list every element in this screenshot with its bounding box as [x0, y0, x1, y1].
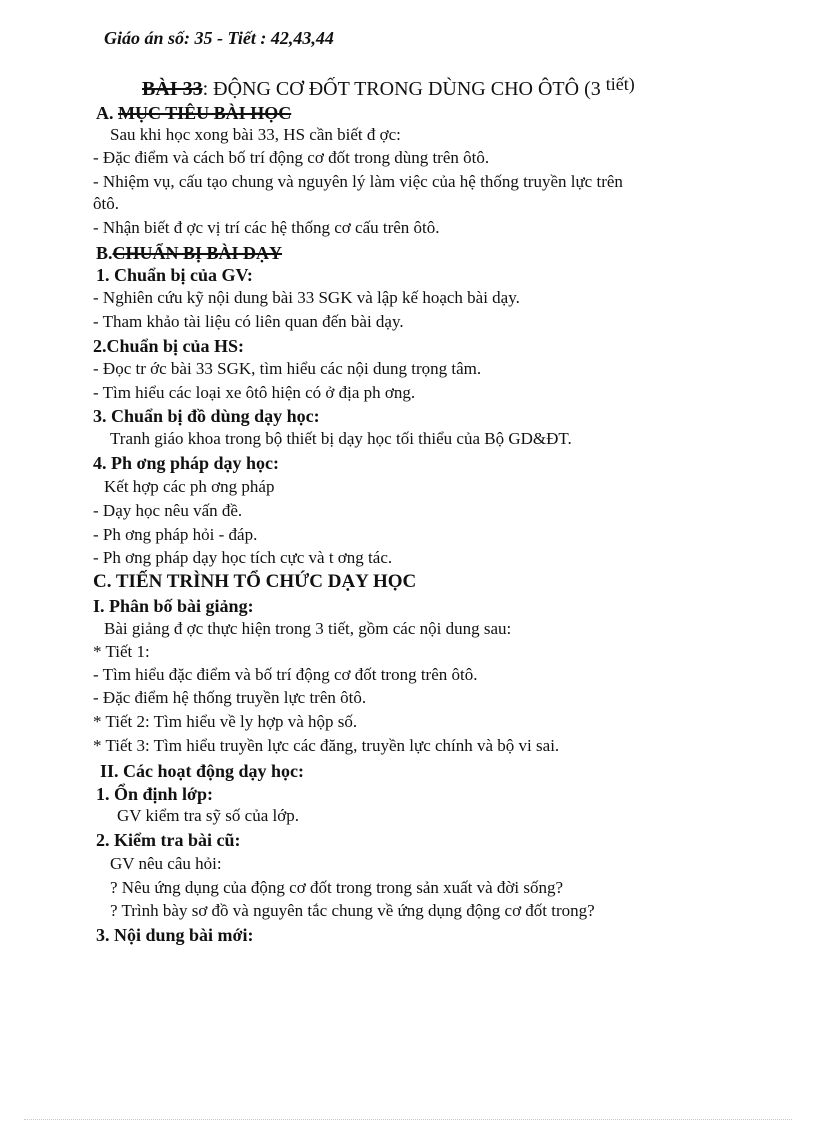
class-stabilize-title: Ổn định lớp: — [114, 784, 214, 804]
review-heading: 2. Kiểm tra bài cũ: — [96, 830, 241, 850]
class-stabilize-number: 1. — [96, 784, 110, 804]
section-a-letter: A. — [96, 103, 114, 123]
section-a-heading — [96, 102, 291, 124]
objective-line: ôtô. — [93, 194, 119, 213]
tools-prep-heading: 3. Chuẩn bị đồ dùng dạy học: — [93, 406, 320, 426]
review-question: ? Nêu ứng dụng của động cơ đốt trong trong sản xuất và đời sống? — [110, 878, 564, 897]
gv-prep-heading — [96, 264, 253, 286]
activities-number: II. — [100, 761, 119, 781]
gv-prep-line: - Nghiên cứu kỹ nội dung bài 33 SGK và lập kế hoạch bài dạy. — [93, 288, 520, 307]
objective-line: - Nhận biết đ ợc vị trí các hệ thống cơ cấu trên ôtô. — [93, 218, 440, 237]
section-b-letter: B. — [96, 243, 113, 263]
methods-line: Kết hợp các ph ơng pháp — [104, 477, 275, 496]
methods-line: - Ph ơng pháp hỏi - đáp. — [93, 525, 258, 544]
allocation-line: * Tiết 3: Tìm hiểu truyền lực các đăng, truyền lực chính và bộ vi sai. — [93, 736, 560, 755]
section-a-title: MỤC TIÊU BÀI HỌC — [118, 103, 292, 123]
allocation-line: Bài giảng đ ợc thực hiện trong 3 tiết, gồm các nội dung sau: — [104, 619, 512, 638]
allocation-number: I. — [93, 596, 105, 616]
review-question: ? Trình bày sơ đồ và nguyên tắc chung về ứng dụng động cơ đốt trong? — [110, 901, 595, 920]
lesson-title-text: : ĐỘNG CƠ ĐỐT TRONG DÙNG CHO ÔTÔ (3 — [202, 78, 601, 100]
gv-prep-line: - Tham khảo tài liệu có liên quan đến bài dạy. — [93, 312, 404, 331]
hs-prep-heading: 2.Chuẩn bị của HS: — [93, 336, 245, 356]
lesson-plan-header: Giáo án số: 35 - Tiết : 42,43,44 — [104, 28, 334, 48]
gv-prep-number: 1. — [96, 265, 110, 285]
allocation-heading — [93, 595, 254, 617]
objective-line: - Đặc điểm và cách bố trí động cơ đốt trong dùng trên ôtô. — [93, 148, 490, 167]
class-stabilize-heading — [96, 783, 213, 805]
tools-prep-line: Tranh giáo khoa trong bộ thiết bị dạy học tối thiểu của Bộ GD&ĐT. — [110, 429, 572, 448]
allocation-line: - Đặc điểm hệ thống truyền lực trên ôtô. — [93, 688, 367, 707]
methods-heading: 4. Ph ơng pháp dạy học: — [93, 453, 280, 473]
allocation-title: Phân bố bài giảng: — [109, 596, 254, 616]
page-bottom-rule — [24, 1119, 792, 1120]
section-b-heading — [96, 242, 282, 264]
methods-line: - Dạy học nêu vấn đề. — [93, 501, 243, 520]
allocation-line: - Tìm hiểu đặc điểm và bố trí động cơ đốt trong trên ôtô. — [93, 665, 478, 684]
allocation-line: * Tiết 1: — [93, 642, 150, 661]
review-line: GV nêu câu hỏi: — [110, 854, 222, 873]
section-c-heading: C. TIẾN TRÌNH TỔ CHỨC DẠY HỌC — [93, 571, 417, 592]
activities-title: Các hoạt động dạy học: — [123, 761, 305, 781]
objective-line: - Nhiệm vụ, cấu tạo chung và nguyên lý làm việc của hệ thống truyền lực trên — [93, 172, 623, 191]
methods-line: - Ph ơng pháp dạy học tích cực và t ơng tác. — [93, 548, 393, 567]
hs-prep-line: - Đọc tr ớc bài 33 SGK, tìm hiểu các nội dung trọng tâm. — [93, 359, 482, 378]
objective-line: Sau khi học xong bài 33, HS cần biết đ ợc: — [110, 125, 401, 144]
lesson-title-suffix: tiết) — [605, 74, 635, 94]
activities-heading — [100, 760, 304, 782]
allocation-line: * Tiết 2: Tìm hiểu về ly hợp và hộp số. — [93, 712, 358, 731]
lesson-number: BÀI 33 — [142, 78, 203, 100]
class-stabilize-line: GV kiểm tra sỹ số của lớp. — [117, 806, 299, 825]
section-b-title: CHUẨN BỊ BÀI DẠY — [112, 243, 283, 263]
hs-prep-line: - Tìm hiểu các loại xe ôtô hiện có ở địa ph ơng. — [93, 383, 416, 402]
gv-prep-title: Chuẩn bị của GV: — [114, 265, 253, 285]
new-content-heading: 3. Nội dung bài mới: — [96, 925, 254, 945]
lesson-title — [142, 76, 635, 102]
